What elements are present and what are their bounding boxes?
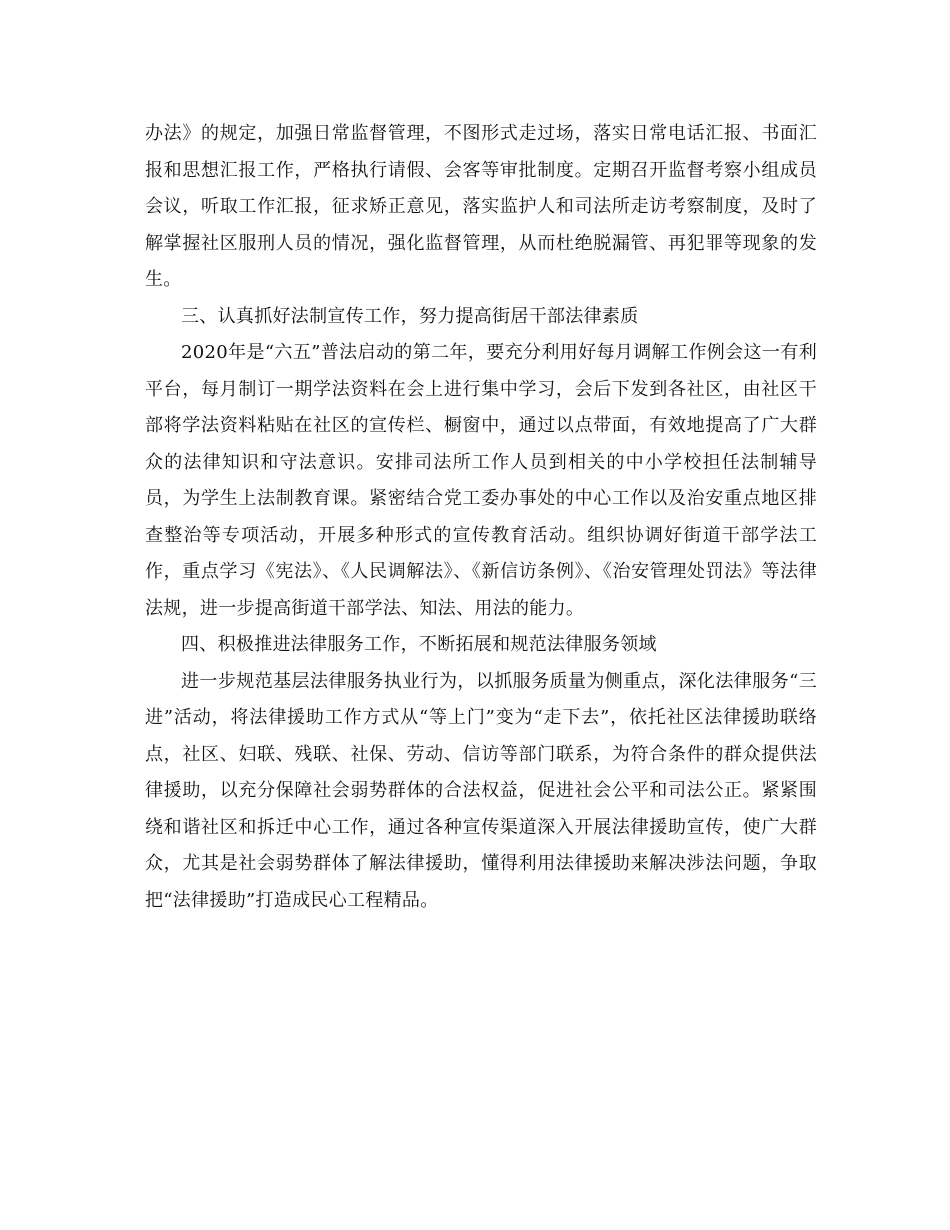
paragraph-legal-publicity: 2020年是“六五”普法启动的第二年，要充分利用好每月调解工作例会这一有利平台，每月制订一期学法资料在会上进行集中学习，会后下发到各社区，由社区干部将学法资料粘贴在社区的宣传栏、橱窗中，通过以点带面，有效地提高了广大群众的法律知识和守法意识。安排司法所工作人员到相关的中小学校担任法制辅导员，为学生上法制教育课。紧密结合党工委办事处的中心工作以及治安重点地区排查整治等专项活动，开展多种形式的宣传教育活动。组织协调好街道干部学法工作，重点学习《宪法》、《人民调解法》、《新信访条例》、《治安管理处罚法》等法律法规，进一步提高街道干部学法、知法、用法的能力。 bbox=[145, 342, 817, 619]
document-body bbox=[145, 116, 817, 919]
paragraph-supervision-continued: 办法》的规定，加强日常监督管理，不图形式走过场，落实日常电话汇报、书面汇报和思想汇报工作，严格执行请假、会客等审批制度。定期召开监督考察小组成员会议，听取工作汇报，征求矫正意见，落实监护人和司法所走访考察制度，及时了解掌握社区服刑人员的情况，强化监督管理，从而杜绝脱漏管、再犯罪等现象的发生。 bbox=[145, 123, 817, 290]
paragraph-legal-services: 进一步规范基层法律服务执业行为，以抓服务质量为侧重点，深化法律服务“三进”活动，将法律援助工作方式从“等上门”变为“走下去”，依托社区法律援助联络点，社区、妇联、残联、社保、劳动、信访等部门联系，为符合条件的群众提供法律援助，以充分保障社会弱势群体的合法权益，促进社会公平和司法公正。紧紧围绕和谐社区和拆迁中心工作，通过各种宣传渠道深入开展法律援助宣传，使广大群众，尤其是社会弱势群体了解法律援助，懂得利用法律援助来解决涉法问题，争取把“法律援助”打造成民心工程精品。 bbox=[145, 670, 817, 911]
section-heading-legal-services: 四、积极推进法律服务工作，不断拓展和规范法律服务领域 bbox=[181, 634, 657, 655]
section-heading-legal-publicity: 三、认真抓好法制宣传工作，努力提高街居干部法律素质 bbox=[181, 305, 639, 327]
